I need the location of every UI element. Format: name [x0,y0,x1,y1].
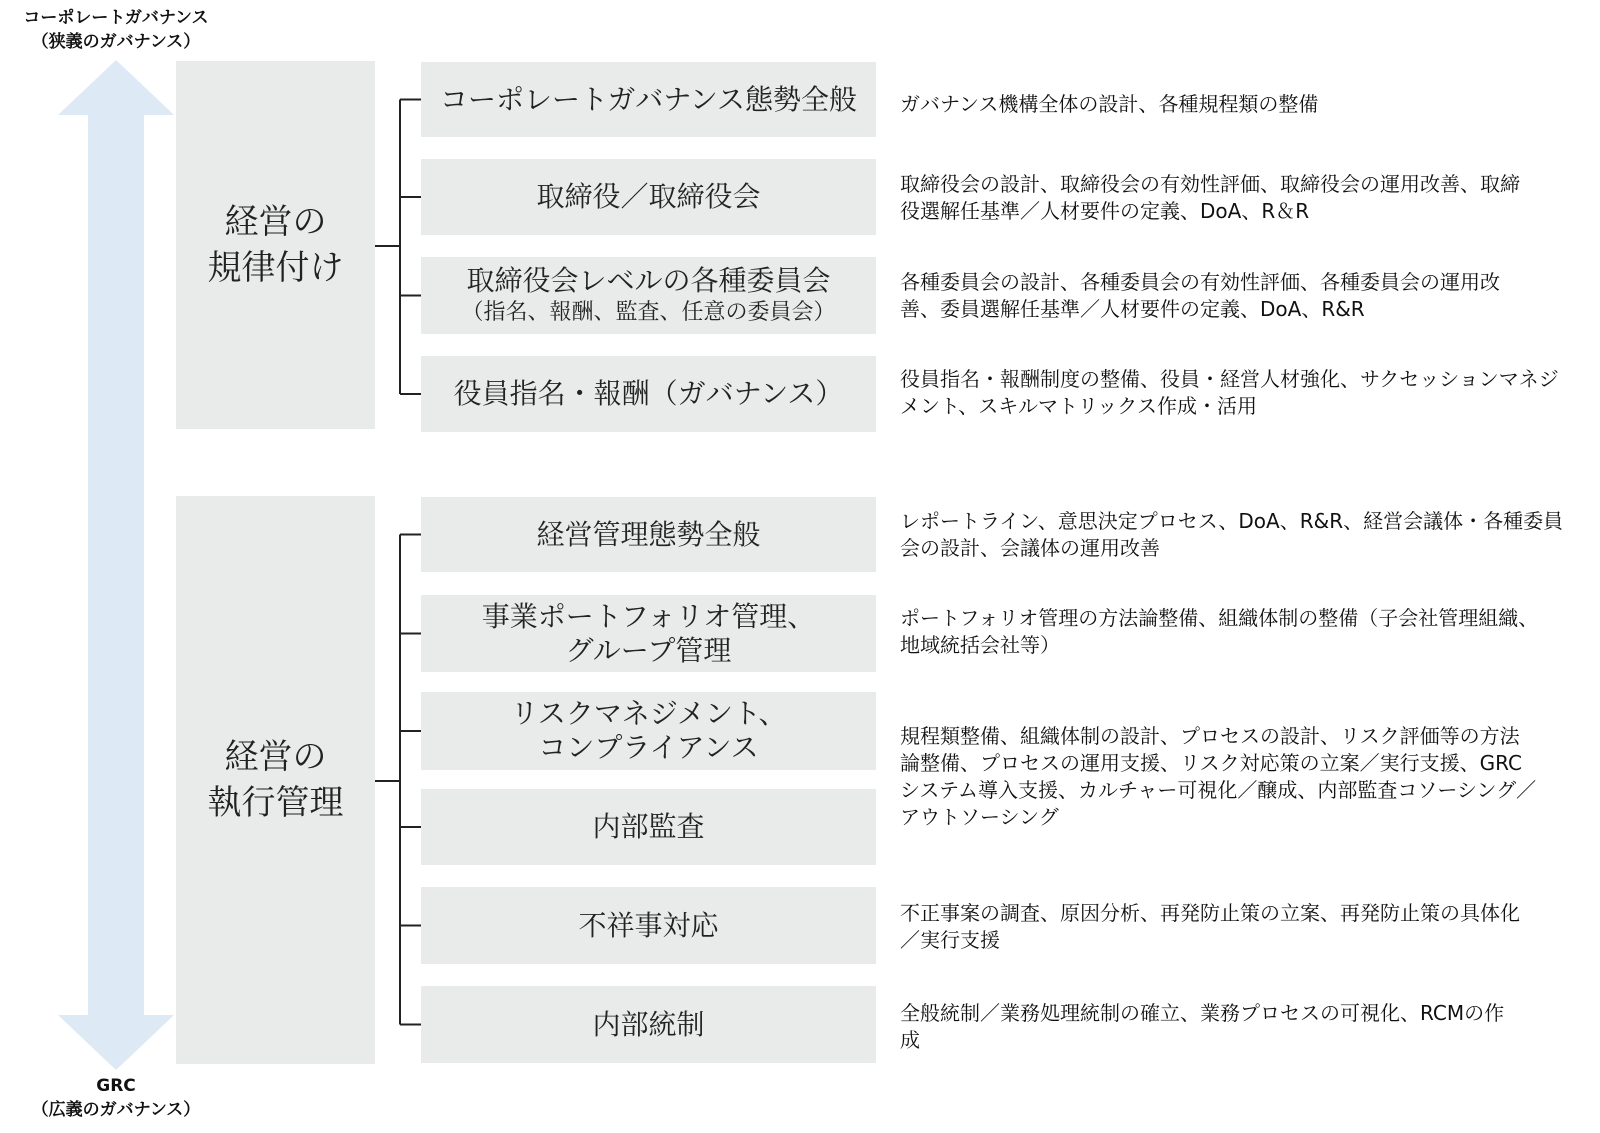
item-box [421,595,876,672]
item-description [900,171,1600,225]
description-line: システム導入支援、カルチャー可視化／醸成、内部監査コソーシング／ [900,778,1537,802]
item-label: グループ管理 [565,633,732,667]
item-label: リスクマネジメント、 [510,697,787,730]
item-description [900,366,1600,420]
item-description [900,508,1600,562]
group-box-discipline [176,61,375,429]
description-line: 善、委員選解任基準／人材要件の定義、DoA、R&R [900,297,1365,321]
item-label: 取締役／取締役会 [536,180,761,213]
axis-top-line-2: （狭義のガバナンス） [31,32,201,52]
description-line: 会の設計、会議体の運用改善 [900,536,1160,560]
description-line: メント、スキルマトリックス作成・活用 [900,394,1257,418]
item-label: 内部監査 [592,810,705,843]
item-box [421,692,876,770]
description-line: ガバナンス機構全体の設計、各種規程類の整備 [900,92,1319,116]
item-label: 役員指名・報酬（ガバナンス） [453,377,844,410]
description-line: 不正事案の調査、原因分析、再発防止策の立案、再発防止策の具体化 [900,901,1520,925]
item-box [421,356,876,432]
description-line: 取締役会の設計、取締役会の有効性評価、取締役会の運用改善、取締 [900,172,1520,196]
item-label: 不祥事対応 [578,908,719,942]
group-label-line: 規律付け [207,248,344,288]
axis-bottom-line-2: （広義のガバナンス） [31,1100,201,1120]
item-description [900,1000,1600,1054]
description-line: ／実行支援 [900,928,1000,952]
group-label-line: 経営の [224,737,327,777]
item-label: 取締役会レベルの各種委員会 [466,263,831,297]
item-label: 事業ポートフォリオ管理、 [481,599,816,633]
item-label: 経営管理態勢全般 [536,517,761,551]
description-line: 役選解任基準／人材要件の定義、DoA、R＆R [900,199,1310,223]
description-line: 論整備、プロセスの運用支援、リスク対応策の立案／実行支援、GRC [900,751,1522,775]
axis-top-line-1: コーポレートガバナンス [23,8,209,28]
item-box [421,497,876,572]
description-line: アウトソーシング [900,805,1059,829]
item-box [421,62,876,137]
group-label-line: 経営の [224,202,327,242]
axis-bottom-line-1: GRC [96,1076,136,1096]
description-line: 成 [900,1028,920,1052]
description-line: レポートライン、意思決定プロセス、DoA、R&R、経営会議体・各種委員 [900,509,1564,533]
item-description [900,605,1600,659]
description-line: 規程類整備、組織体制の設計、プロセスの設計、リスク評価等の方法 [900,724,1520,748]
item-box [421,789,876,865]
description-line: 各種委員会の設計、各種委員会の有効性評価、各種委員会の運用改 [900,270,1500,294]
item-description [900,91,1600,118]
group-box-execution [176,496,375,1064]
item-sublabel: （指名、報酬、監査、任意の委員会） [461,299,836,325]
item-box [421,159,876,235]
item-label: コンプライアンス [538,731,759,764]
group-label-line: 執行管理 [207,783,344,823]
item-description [900,269,1600,323]
description-line: 地域統括会社等） [900,633,1060,657]
shared-description [900,723,1600,831]
item-description [900,900,1600,954]
item-box [421,986,876,1063]
item-label: コーポレートガバナンス態勢全般 [440,82,857,116]
description-line: 全般統制／業務処理統制の確立、業務プロセスの可視化、RCMの作 [900,1001,1505,1025]
item-box [421,257,876,334]
item-box [421,887,876,964]
item-label: 内部統制 [592,1007,705,1041]
description-line: ポートフォリオ管理の方法論整備、組織体制の整備（子会社管理組織、 [900,606,1539,630]
description-line: 役員指名・報酬制度の整備、役員・経営人材強化、サクセッションマネジ [900,367,1559,391]
